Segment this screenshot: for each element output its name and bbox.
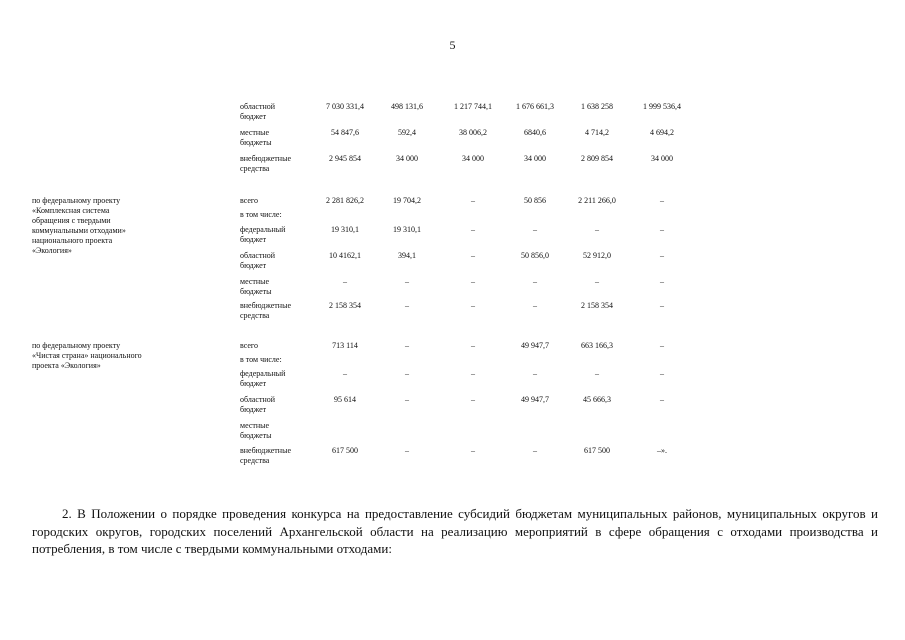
funding-source: федеральный бюджет xyxy=(240,225,286,244)
value-total: – xyxy=(343,369,347,378)
value-year-2: – xyxy=(471,225,475,234)
value-year-2: 38 006,2 xyxy=(459,128,487,137)
value-year-4: 2 211 266,0 xyxy=(578,196,616,205)
value-year-3: 50 856 xyxy=(524,196,546,205)
value-total: 95 614 xyxy=(334,395,356,404)
value-year-2: – xyxy=(471,369,475,378)
value-year-1: – xyxy=(405,341,409,350)
value-year-4: 45 666,3 xyxy=(583,395,611,404)
value-year-1: – xyxy=(405,277,409,286)
value-year-5: – xyxy=(660,196,664,205)
value-year-1: 34 000 xyxy=(396,154,418,163)
value-year-1: – xyxy=(405,395,409,404)
value-year-2: – xyxy=(471,341,475,350)
value-year-1: 19 310,1 xyxy=(393,225,421,234)
value-total: 2 281 826,2 xyxy=(326,196,364,205)
table-row xyxy=(0,154,905,180)
value-total: 54 847,6 xyxy=(331,128,359,137)
body-paragraph: 2. В Положении о порядке проведения конкурса на предоставление субсидий бюджетам муниципальных районов, муниципальных округов и городских округов, городских поселений Архангельской области на реализацию мероприятий в сфере обращения с отходами производства и потребления, в том числе с твердыми коммунальными отходами: xyxy=(32,506,878,556)
funding-source: всего xyxy=(240,341,259,350)
funding-source: местные бюджеты xyxy=(240,128,272,147)
value-year-5: – xyxy=(660,301,664,310)
value-year-3: 34 000 xyxy=(524,154,546,163)
value-total: – xyxy=(343,277,347,286)
table-row xyxy=(0,277,905,303)
table-row xyxy=(0,369,905,395)
value-year-4: – xyxy=(595,277,599,286)
value-year-4: 4 714,2 xyxy=(585,128,609,137)
table-row xyxy=(0,395,905,421)
value-year-3: 49 947,7 xyxy=(521,395,549,404)
funding-source: в том числе: xyxy=(240,210,282,219)
value-year-2: – xyxy=(471,277,475,286)
funding-source: местные бюджеты xyxy=(240,277,272,296)
value-year-3: – xyxy=(533,301,537,310)
funding-source: всего xyxy=(240,196,259,205)
value-year-2: – xyxy=(471,251,475,260)
funding-source: областной бюджет xyxy=(240,395,276,414)
value-total: 7 030 331,4 xyxy=(326,102,364,111)
value-year-1: 19 704,2 xyxy=(393,196,421,205)
funding-source: федеральный бюджет xyxy=(240,369,286,388)
value-year-5: – xyxy=(660,225,664,234)
value-year-4: 617 500 xyxy=(584,446,610,455)
value-year-5: – xyxy=(660,341,664,350)
funding-source: местные бюджеты xyxy=(240,421,272,440)
funding-source: областной бюджет xyxy=(240,251,276,270)
value-year-1: – xyxy=(405,301,409,310)
project-description: по федеральному проекту «Чистая страна» национального проекта «Экология» xyxy=(32,341,142,370)
value-year-3: – xyxy=(533,277,537,286)
value-year-4: 663 166,3 xyxy=(581,341,613,350)
value-year-4: – xyxy=(595,225,599,234)
value-year-3: 50 856,0 xyxy=(521,251,549,260)
value-year-1: – xyxy=(405,369,409,378)
value-year-5: –». xyxy=(657,446,667,455)
value-year-4: 2 809 854 xyxy=(581,154,613,163)
table-row xyxy=(0,128,905,154)
value-year-4: – xyxy=(595,369,599,378)
value-year-2: 34 000 xyxy=(462,154,484,163)
value-total: 617 500 xyxy=(332,446,358,455)
value-year-5: – xyxy=(660,251,664,260)
project-description: по федеральному проекту «Комплексная система обращения с твердыми коммунальными отходами» национального проекта «Экология» xyxy=(32,196,126,255)
funding-source: в том числе: xyxy=(240,355,282,364)
value-year-2: – xyxy=(471,196,475,205)
value-year-3: – xyxy=(533,225,537,234)
value-year-4: 1 638 258 xyxy=(581,102,613,111)
table-row xyxy=(0,225,905,251)
value-year-3: 6840,6 xyxy=(524,128,546,137)
page-number: 5 xyxy=(449,38,456,52)
table-row xyxy=(0,102,905,128)
funding-source: внебюджетные средства xyxy=(240,154,291,173)
value-year-3: – xyxy=(533,446,537,455)
value-year-5: 1 999 536,4 xyxy=(643,102,681,111)
value-year-1: 592,4 xyxy=(398,128,416,137)
value-total: 713 114 xyxy=(332,341,358,350)
value-year-4: 2 158 354 xyxy=(581,301,613,310)
value-year-2: – xyxy=(471,395,475,404)
value-year-2: – xyxy=(471,301,475,310)
funding-source: областной бюджет xyxy=(240,102,276,121)
value-year-1: – xyxy=(405,446,409,455)
value-year-5: – xyxy=(660,395,664,404)
value-total: 10 4162,1 xyxy=(329,251,361,260)
value-year-3: 1 676 661,3 xyxy=(516,102,554,111)
value-year-3: – xyxy=(533,369,537,378)
funding-source: внебюджетные средства xyxy=(240,446,291,465)
table-row xyxy=(0,421,905,447)
value-total: 2 945 854 xyxy=(329,154,361,163)
value-year-4: 52 912,0 xyxy=(583,251,611,260)
value-year-5: 4 694,2 xyxy=(650,128,674,137)
value-year-5: – xyxy=(660,277,664,286)
table-row xyxy=(0,251,905,277)
value-year-5: – xyxy=(660,369,664,378)
value-year-1: 394,1 xyxy=(398,251,416,260)
table-row xyxy=(0,446,905,472)
value-year-1: 498 131,6 xyxy=(391,102,423,111)
table-row xyxy=(0,301,905,327)
value-total: 2 158 354 xyxy=(329,301,361,310)
value-year-2: – xyxy=(471,446,475,455)
value-year-3: 49 947,7 xyxy=(521,341,549,350)
value-total: 19 310,1 xyxy=(331,225,359,234)
value-year-5: 34 000 xyxy=(651,154,673,163)
funding-source: внебюджетные средства xyxy=(240,301,291,320)
value-year-2: 1 217 744,1 xyxy=(454,102,492,111)
